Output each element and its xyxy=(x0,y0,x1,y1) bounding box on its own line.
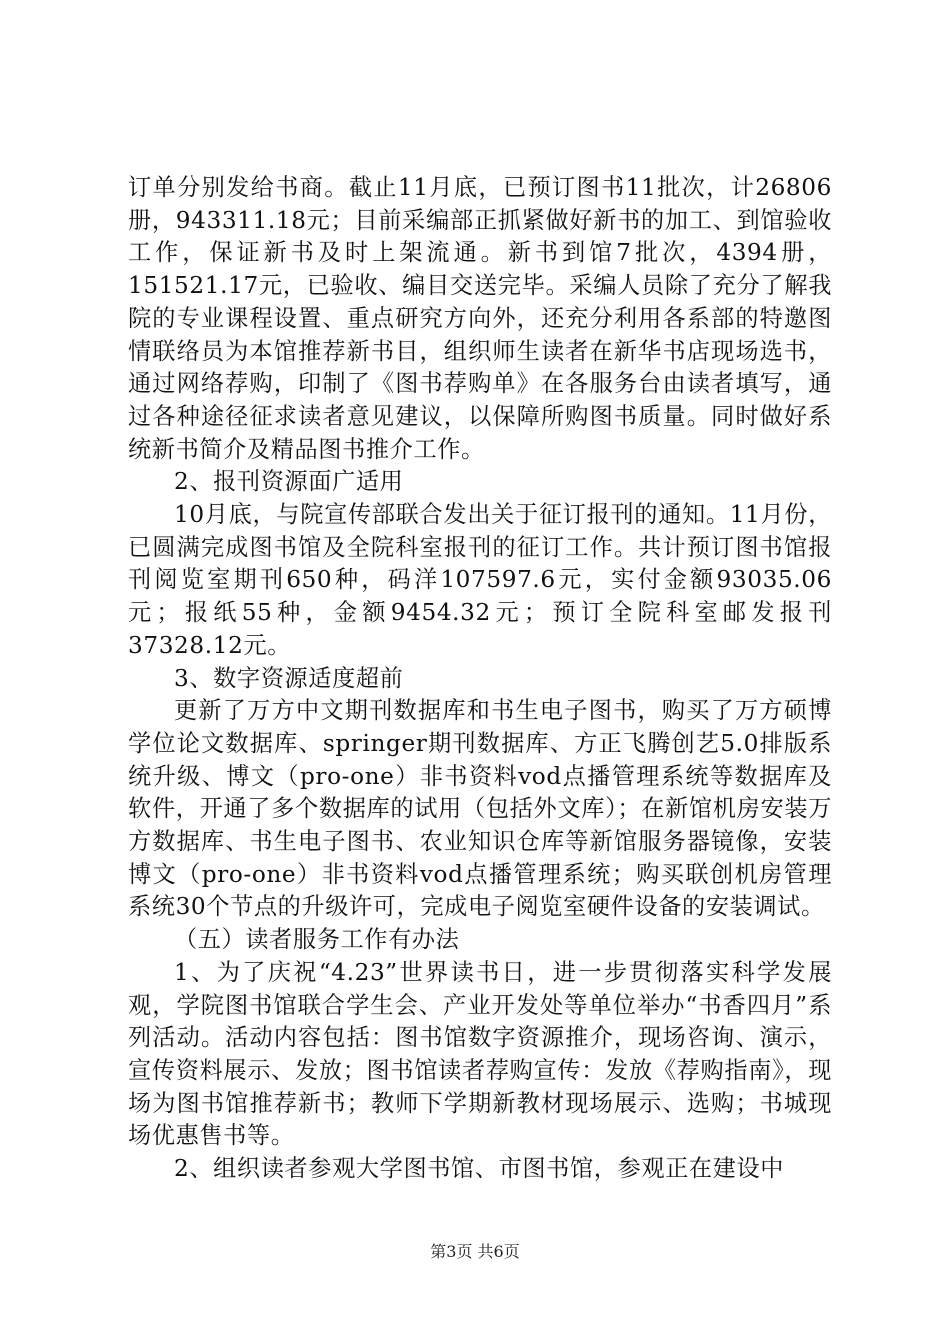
paragraph-reading-day: 1、为了庆祝“4.23”世界读书日，进一步贯彻落实科学发展观，学院图书馆联合学生会、产业开发处等单位举办“书香四月”系列活动。活动内容包括：图书馆数字资源推介，现场咨询、演示，宣传资料展示、发放；图书馆读者荐购宣传：发放《荐购指南》，现场为图书馆推荐新书；教师下学期新教材现场展示、选购；书城现场优惠售书等。 xyxy=(128,958,832,1150)
page-footer xyxy=(0,1242,950,1262)
heading-periodical-resources: 2、报刊资源面广适用 xyxy=(174,468,404,496)
document-body xyxy=(128,172,832,1186)
page-number: 第3页 共6页 xyxy=(430,1242,520,1261)
heading-reader-services: （五）读者服务工作有办法 xyxy=(174,926,460,954)
heading-digital-resources: 3、数字资源适度超前 xyxy=(174,664,404,692)
paragraph-digital-resources: 更新了万方中文期刊数据库和书生电子图书，购买了万方硕博学位论文数据库、springer期刊数据库、方正飞腾创艺5.0排版系统升级、博文（pro-one）非书资料vod点播管理系统等数据库及软件，开通了多个数据库的试用（包括外文库）；在新馆机房安装万方数据库、书生电子图书、农业知识仓库等新馆服务器镜像，安装博文（pro-one）非书资料vod点播管理系统；购买联创机房管理系统30个节点的升级许可，完成电子阅览室硬件设备的安装调试。 xyxy=(128,697,832,921)
paragraph-library-visits: 2、组织读者参观大学图书馆、市图书馆，参观正在建设中 xyxy=(174,1155,785,1183)
paragraph-book-orders: 订单分别发给书商。截止11月底，已预订图书11批次，计26806册，943311.18元；目前采编部正抓紧做好新书的加工、到馆验收工作，保证新书及时上架流通。新书到馆7批次，4394册，151521.17元，已验收、编目交送完毕。采编人员除了充分了解我院的专业课程设置、重点研究方向外，还充分利用各系部的特邀图情联络员为本馆推荐新书目，组织师生读者在新华书店现场选书，通过网络荐购，印制了《图书荐购单》在各服务台由读者填写，通过各种途径征求读者意见建议，以保障所购图书质量。同时做好系统新书简介及精品图书推介工作。 xyxy=(128,174,832,463)
paragraph-periodical-orders: 10月底，与院宣传部联合发出关于征订报刊的通知。11月份，已圆满完成图书馆及全院科室报刊的征订工作。共计预订图书馆报刊阅览室期刊650种，码洋107597.6元，实付金额93035.06元；报纸55种，金额9454.32元；预订全院科室邮发报刊37328.12元。 xyxy=(128,501,832,659)
